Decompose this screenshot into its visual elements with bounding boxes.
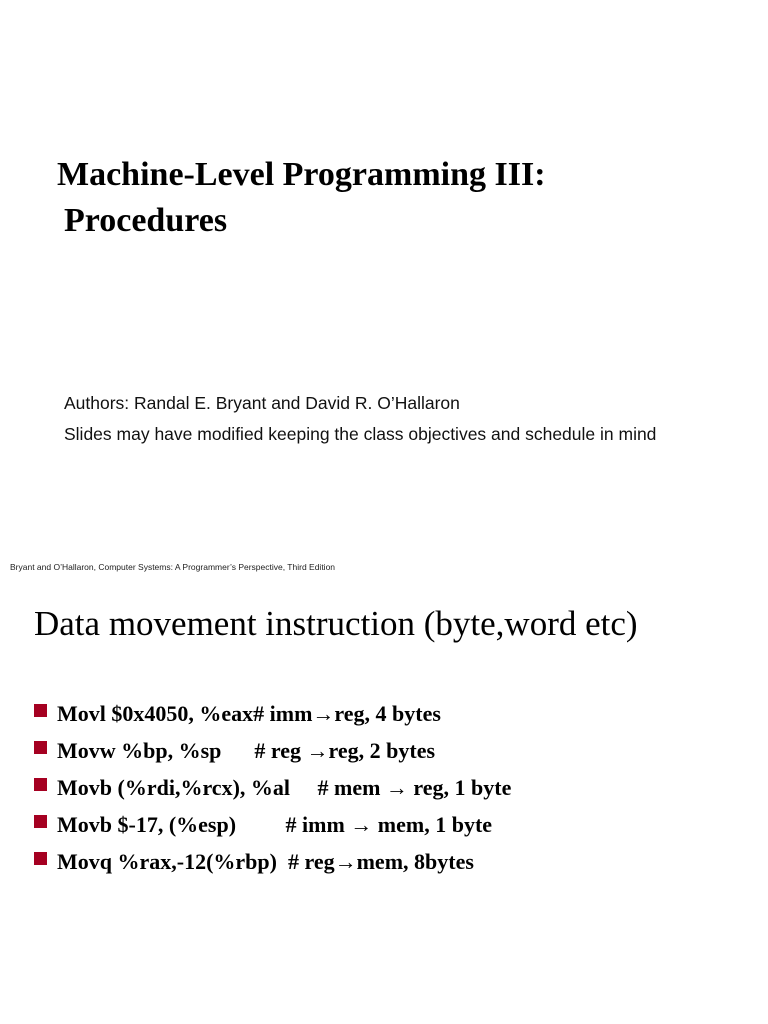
- square-bullet-icon: [34, 704, 47, 717]
- note-text: Slides may have modified keeping the class objectives and schedule in mind: [64, 424, 657, 444]
- authors-text: Authors: Randal E. Bryant and David R. O’Hallaron: [64, 393, 460, 413]
- instruction-text: Movq %rax,-12(%rbp) # reg→mem, 8bytes: [57, 848, 474, 874]
- title-line-1: Machine-Level Programming III:: [57, 156, 546, 193]
- square-bullet-icon: [34, 852, 47, 865]
- list-item: [34, 843, 511, 880]
- slide-heading: Data movement instruction (byte,word etc): [34, 604, 638, 643]
- instruction-text: Movb (%rdi,%rcx), %al # mem → reg, 1 byte: [57, 774, 512, 800]
- instruction-text: Movw %bp, %sp # reg →reg, 2 bytes: [57, 737, 436, 763]
- authors-block: [64, 388, 656, 450]
- square-bullet-icon: [34, 741, 47, 754]
- title-line-2: Procedures: [64, 202, 228, 239]
- slide-title: [57, 152, 546, 244]
- bullet-list: [34, 695, 511, 880]
- instruction-text: Movl $0x4050, %eax# imm→reg, 4 bytes: [57, 700, 441, 726]
- list-item: [34, 732, 511, 769]
- instruction-text: Movb $-17, (%esp) # imm → mem, 1 byte: [57, 811, 493, 837]
- list-item: [34, 769, 511, 806]
- square-bullet-icon: [34, 778, 47, 791]
- list-item: [34, 695, 511, 732]
- square-bullet-icon: [34, 815, 47, 828]
- footer-citation: Bryant and O’Hallaron, Computer Systems: A Programmer’s Perspective, Third Edition: [10, 562, 336, 572]
- list-item: [34, 806, 511, 843]
